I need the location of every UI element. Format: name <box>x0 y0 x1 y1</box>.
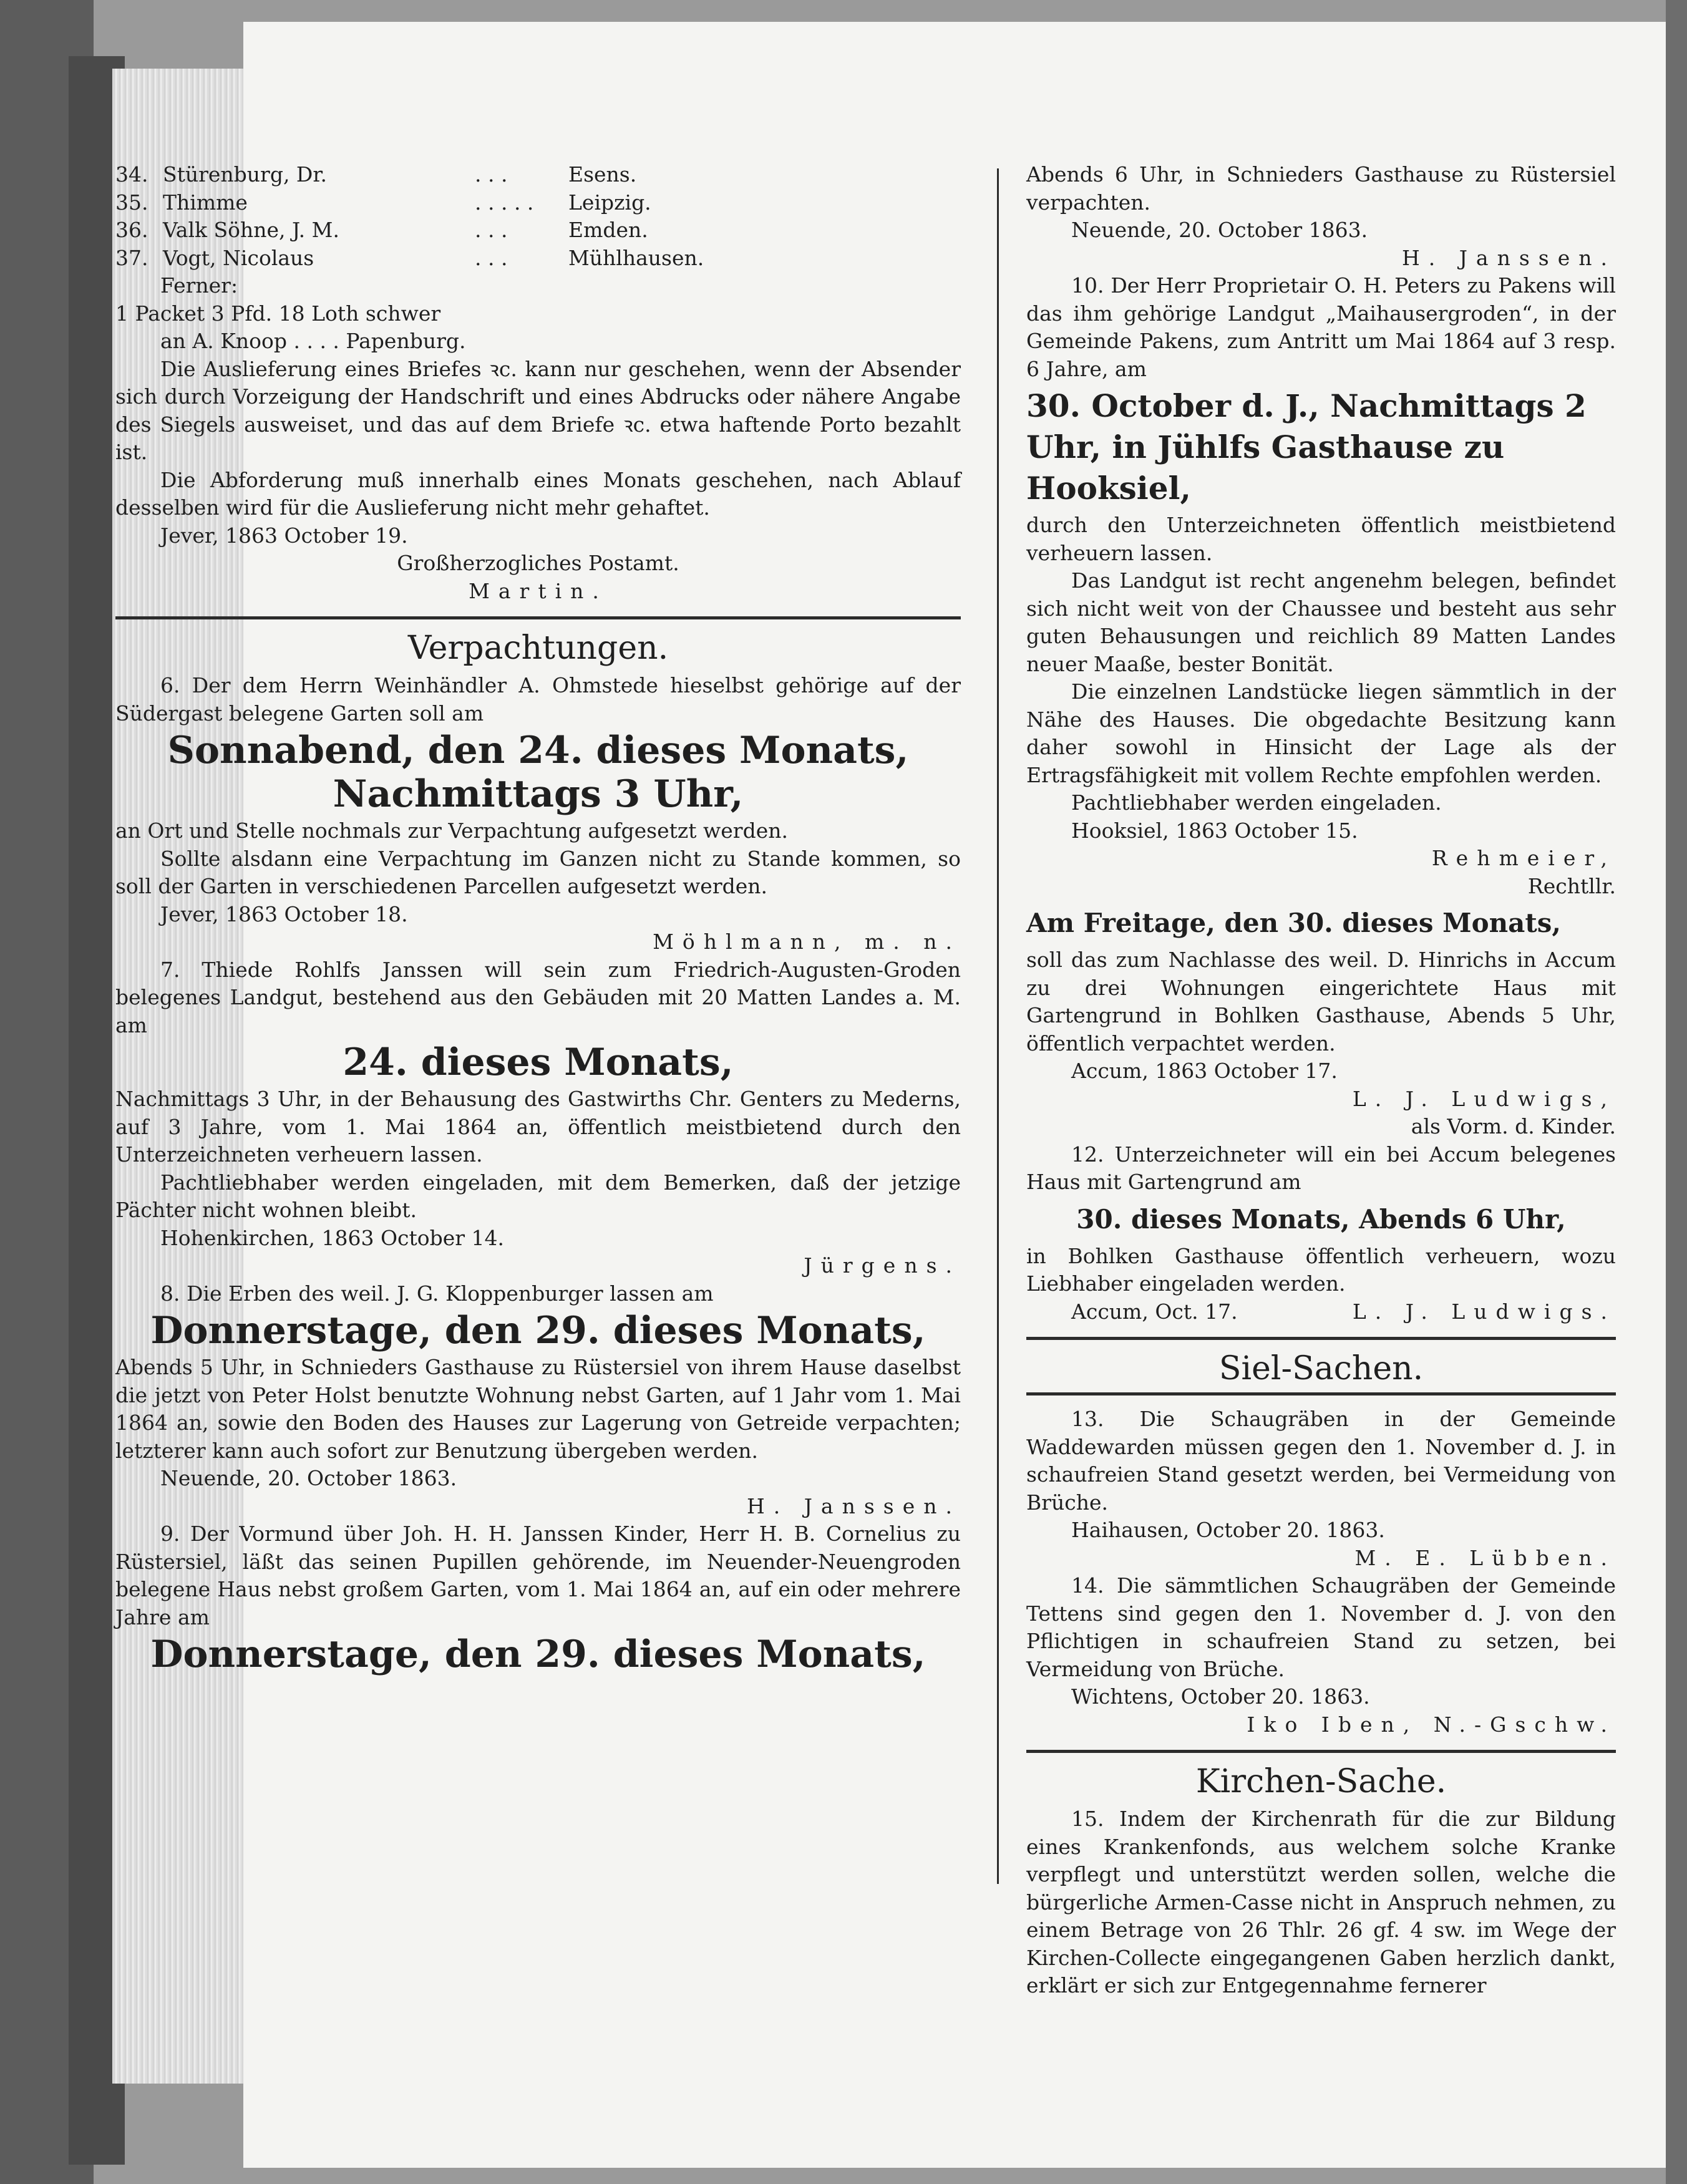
ad-9-headline: Donnerstage, den 29. dieses Monats, <box>150 1633 926 1676</box>
ad-6-place-date: Jever, 1863 October 18. <box>160 901 408 926</box>
notice-14-signature: Iko Iben, N.-Gschw. <box>1247 1712 1616 1737</box>
ad-8-place-date: Neuende, 20. October 1863. <box>160 1466 457 1490</box>
post-notice-text: Die Abforderung muß innerhalb eines Monats geschehen, nach Ablauf desselben wird für die Auslieferung nicht mehr gehaftet. <box>115 467 961 520</box>
ad-9-signature: H. Janssen. <box>1401 245 1616 270</box>
ad-6-headline: Nachmittags 3 Uhr, <box>333 772 744 816</box>
ad-11-place-date: Accum, 1863 October 17. <box>1071 1059 1338 1083</box>
list-num: 36. <box>115 218 148 242</box>
right-column <box>1026 161 1616 2000</box>
section-rule <box>1026 1392 1616 1395</box>
list-dots: . . . <box>475 162 508 187</box>
left-column <box>115 161 961 1677</box>
list-dots: . . . . . <box>475 190 534 215</box>
notice-15-text: 15. Indem der Kirchenrath für die zur Bildung eines Krankenfonds, aus welchem solche Kranke verpflegt und unterstützt werden sollen, welche die bürgerliche Armen-Casse nicht in Anspruch nehmen, zu einem Betrage von 26 Thlr. 26 gf. 4 sw. im Wege der Kirchen-Collecte eingegangenen Gaben herzlich dankt, erklärt er sich zur Entgegennahme fernerer <box>1026 1807 1616 1997</box>
ad-6-headline: Sonnabend, den 24. dieses Monats, <box>167 729 909 772</box>
list-place: Mühlhausen. <box>568 245 704 270</box>
list-item <box>115 189 961 217</box>
ad-12-signature: L. J. Ludwigs. <box>1352 1299 1616 1324</box>
ad-8-text: Abends 5 Uhr, in Schnieders Gasthause zu Rüstersiel von ihrem Hause daselbst die jetzt von Peter Holst benutzte Wohnung nebst Garten, auf 1 Jahr vom 1. Mai 1864 an, sowie den Boden des Hauses zur Lagerung von Getreide verpachten; letzterer kann auch sofort zur Benutzung übergeben werden. <box>115 1355 961 1463</box>
list-place: Leipzig. <box>568 190 651 215</box>
list-item <box>115 161 961 189</box>
ad-12-text: 12. Unterzeichneter will ein bei Accum belegenes Haus mit Gartengrund am <box>1026 1142 1616 1194</box>
notice-14-place-date: Wichtens, October 20. 1863. <box>1071 1684 1370 1709</box>
post-notice-text: Die Auslieferung eines Briefes ꝛc. kann nur geschehen, wenn der Absender sich durch Vorzeigung der Handschrift und eines Abdrucks oder nähere Angabe des Siegels ausweiset, und das auf dem Briefe ꝛc. etwa haftende Porto bezahlt ist. <box>115 356 961 464</box>
section-heading-siel-sachen: Siel-Sachen. <box>1218 1350 1424 1387</box>
scan-background-right <box>1666 0 1687 2184</box>
ad-7-place-date: Hohenkirchen, 1863 October 14. <box>160 1225 505 1250</box>
ad-10-signature: Rehmeier, <box>1431 846 1616 870</box>
ad-8-signature: H. Janssen. <box>746 1493 961 1518</box>
ad-9-place-date: Neuende, 20. October 1863. <box>1071 218 1368 242</box>
list-dots: . . . <box>475 218 508 242</box>
ad-12-place: Accum, Oct. 17. <box>1071 1299 1238 1324</box>
ad-7-headline: 24. dieses Monats, <box>343 1041 734 1084</box>
ad-12-headline: 30. dieses Monats, Abends 6 Uhr, <box>1076 1203 1566 1235</box>
ad-9-text: 9. Der Vormund über Joh. H. H. Janssen Kinder, Herr H. B. Cornelius zu Rüstersiel, läßt das seinen Pupillen gehörende, im Neuender-Neuengroden belegene Haus nebst großem Garten, vom 1. Mai 1864 an, auf ein oder mehrere Jahre am <box>115 1522 961 1629</box>
ad-10-text: Das Landgut ist recht angenehm belegen, befindet sich nicht weit von der Chaussee und besteht aus sehr guten Behausungen und reichlich 89 Matten Landes neuer Maaße, bester Bonität. <box>1026 568 1616 676</box>
ad-7-signature: Jürgens. <box>804 1253 961 1278</box>
list-name: Valk Söhne, J. M. <box>163 218 339 242</box>
ad-6-text: 6. Der dem Herrn Weinhändler A. Ohmstede hieselbst gehörige auf der Südergast belegene Garten soll am <box>115 673 961 726</box>
ad-11-text: soll das zum Nachlasse des weil. D. Hinrichs in Accum zu drei Wohnungen eingerichtete Haus mit Gartengrund in Bohlken Gasthause, Abends 5 Uhr, öffentlich verpachtet werden. <box>1026 948 1616 1056</box>
ad-6-text: Sollte alsdann eine Verpachtung im Ganzen nicht zu Stande kommen, so soll der Garten in verschiedenen Parcellen aufgesetzt werden. <box>115 846 961 898</box>
ad-10-headline: 30. October d. J., Nachmittags 2 Uhr, in Jühlfs Gasthause zu Hooksiel, <box>1026 387 1587 507</box>
list-name: Stürenburg, Dr. <box>163 162 328 187</box>
ad-11-headline: Am Freitage, den 30. dieses Monats, <box>1026 908 1562 938</box>
letter-list <box>115 161 961 272</box>
ad-6-text: an Ort und Stelle nochmals zur Verpachtung aufgesetzt werden. <box>115 818 788 843</box>
list-item <box>115 245 961 273</box>
ad-8-text: 8. Die Erben des weil. J. G. Kloppenburger lassen am <box>160 1281 714 1306</box>
column-divider <box>997 168 999 1884</box>
ad-10-role: Rechtllr. <box>1527 873 1616 898</box>
list-place: Esens. <box>568 162 637 187</box>
ad-8-headline: Donnerstage, den 29. dieses Monats, <box>150 1309 926 1352</box>
list-dots: . . . <box>475 245 508 270</box>
list-num: 37. <box>115 245 148 270</box>
packet-line: 1 Packet 3 Pfd. 18 Loth schwer <box>115 301 441 326</box>
list-num: 35. <box>115 190 148 215</box>
list-name: Thimme <box>163 190 248 215</box>
ad-10-text: Pachtliebhaber werden eingeladen. <box>1071 790 1442 815</box>
ad-11-role: als Vorm. d. Kinder. <box>1411 1114 1616 1138</box>
ad-12-place-date <box>1026 1298 1616 1326</box>
notice-13-place-date: Haihausen, October 20. 1863. <box>1071 1518 1385 1542</box>
ad-9-text: Abends 6 Uhr, in Schnieders Gasthause zu Rüstersiel verpachten. <box>1026 162 1616 215</box>
section-heading-kirchen-sache: Kirchen-Sache. <box>1195 1763 1447 1800</box>
section-heading-verpachtungen: Verpachtungen. <box>407 629 669 667</box>
list-item <box>115 216 961 245</box>
post-signature: Martin. <box>469 578 608 603</box>
ad-11-signature: L. J. Ludwigs, <box>1352 1086 1616 1111</box>
packet-address: an A. Knoop . . . . Papenburg. <box>160 329 466 353</box>
ad-12-text: in Bohlken Gasthause öffentlich verheuern, wozu Liebhaber eingeladen werden. <box>1026 1243 1616 1296</box>
list-place: Emden. <box>568 218 648 242</box>
list-name: Vogt, Nicolaus <box>163 245 314 270</box>
notice-14-text: 14. Die sämmtlichen Schaugräben der Gemeinde Tettens sind gegen den 1. November d. J. von den Pflichtigen in schaufreien Stand zu setzen, bei Vermeidung von Brüche. <box>1026 1573 1616 1681</box>
ad-10-text: 10. Der Herr Proprietair O. H. Peters zu Pakens will das ihm gehörige Landgut „Maihausergroden“, in der Gemeinde Pakens, zum Antritt um Mai 1864 auf 3 resp. 6 Jahre, am <box>1026 273 1616 381</box>
section-rule <box>1026 1337 1616 1340</box>
notice-13-signature: M. E. Lübben. <box>1354 1545 1616 1570</box>
ad-10-place-date: Hooksiel, 1863 October 15. <box>1071 818 1358 843</box>
ferner-label: Ferner: <box>160 273 238 298</box>
post-office: Großherzogliches Postamt. <box>397 551 679 575</box>
ad-6-signature: Möhlmann, m. n. <box>653 929 961 954</box>
ad-7-text: Nachmittags 3 Uhr, in der Behausung des Gastwirths Chr. Genters zu Mederns, auf 3 Jahre, vom 1. Mai 1864 an, öffentlich meistbietend durch den Unterzeichneten verheuern lassen. <box>115 1087 961 1167</box>
notice-13-text: 13. Die Schaugräben in der Gemeinde Waddewarden müssen gegen den 1. November d. J. in schaufreien Stand gesetzt werden, bei Vermeidung von Brüche. <box>1026 1407 1616 1515</box>
ad-7-text: 7. Thiede Rohlfs Janssen will sein zum Friedrich-Augusten-Groden belegenes Landgut, bestehend aus den Gebäuden mit 20 Matten Landes a. M. am <box>115 957 961 1037</box>
section-rule <box>115 616 961 619</box>
post-place-date: Jever, 1863 October 19. <box>160 523 408 548</box>
section-rule <box>1026 1750 1616 1753</box>
ad-10-text: durch den Unterzeichneten öffentlich meistbietend verheuern lassen. <box>1026 513 1616 565</box>
ad-10-text: Die einzelnen Landstücke liegen sämmtlich in der Nähe des Hauses. Die obgedachte Besitzung kann daher sowohl in Hinsicht der Lage als der Ertragsfähigkeit mit vollem Rechte empfohlen werden. <box>1026 679 1616 787</box>
list-num: 34. <box>115 162 148 187</box>
ad-7-text: Pachtliebhaber werden eingeladen, mit dem Bemerken, daß der jetzige Pächter nicht wohnen bleibt. <box>115 1170 961 1222</box>
